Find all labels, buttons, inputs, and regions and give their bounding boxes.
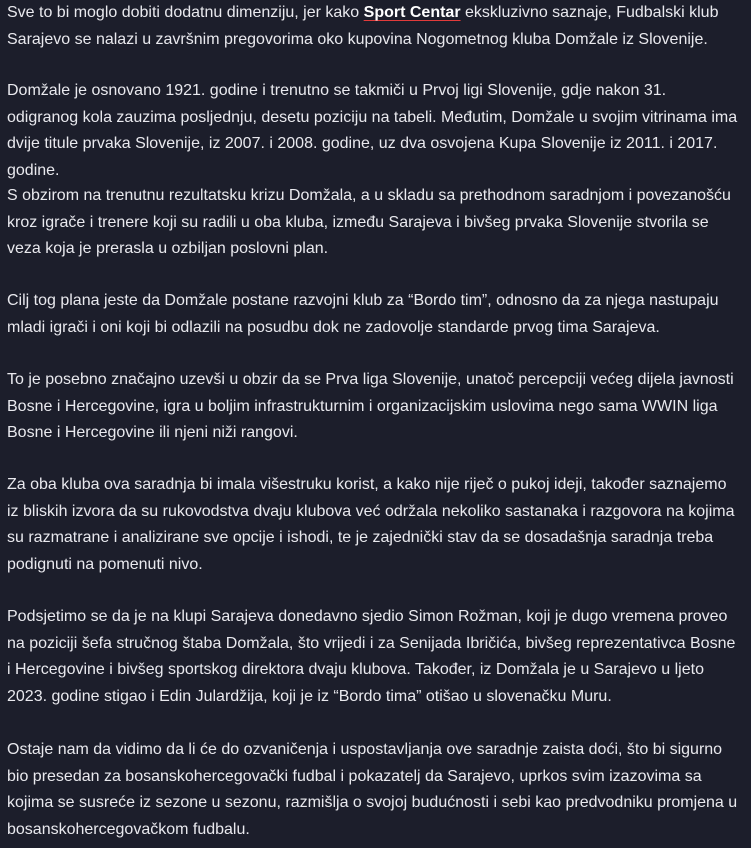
paragraph-5: To je posebno značajno uzevši u obzir da se Prva liga Slovenije, unatoč percepciji većeg dijela javnosti Bosne i Hercegovine, igra u boljim infrastrukturnim i organizacijskim uslovima nego sama WWIN liga Bosne i Hercegovine ili njeni niži rangovi. [7, 371, 734, 441]
paragraph-7: Podsjetimo se da je na klupi Sarajeva donedavno sjedio Simon Rožman, koji je dugo vremena proveo na poziciji šefa stručnog štaba Domžala, što vrijedi i za Senijada Ibričića, bivšeg reprezentativca Bosne i Hercegovine i bivšeg sportskog direktora dvaju klubova. Također, iz Domžala je u Sarajevo u ljeto 2023. godine stigao i Edin Julardžija, koji je iz “Bordo tima” otišao u slovenačku Muru. [7, 608, 736, 705]
paragraph-3: S obzirom na trenutnu rezultatsku krizu Domžala, a u skladu sa prethodnom saradnjom i povezanošću kroz igrače i trenere koji su radili u oba kluba, između Sarajeva i bivšeg prvaka Slovenije stvorila se veza koja je prerasla u ozbiljan poslovni plan. [7, 187, 731, 257]
paragraph-1-rest: ekskluzivno saznaje, Fudbalski klub Sarajevo se nalazi u završnim pregovorima oko kupovina Nogometnog kluba Domžale iz Slovenije. [7, 4, 719, 48]
sport-centar-link[interactable]: Sport Centar [363, 4, 461, 21]
paragraph-1-intro: Sve to bi moglo dobiti dodatnu dimenziju, jer kako [7, 4, 364, 21]
paragraph-4: Cilj tog plana jeste da Domžale postane razvojni klub za “Bordo tim”, odnosno da za njega nastupaju mladi igrači i oni koji bi odlazili na posudbu dok ne zadovolje standarde prvog tima Sarajeva. [7, 292, 719, 336]
paragraph-8: Ostaje nam da vidimo da li će do ozvaničenja i uspostavljanja ove saradnje zaista doći, što bi sigurno bio presedan za bosanskohercegovački fudbal i pokazatelj da Sarajevo, uprkos svim izazovima sa kojima se susreće iz sezone u sezonu, razmišlja o svojoj budućnosti i sebi kao predvodniku promjena u bosanskohercegovačkom fudbalu. [7, 741, 738, 838]
paragraph-6: Za oba kluba ova saradnja bi imala višestruku korist, a kako nije riječ o pukoj ideji, također saznajemo iz bliskih izvora da su rukovodstva dvaju klubova već održala nekoliko sastanaka i razgovora na kojima su razmatrane i analizirane sve opcije i ishodi, te je zajednički stav da se dosadašnja saradnja treba podignuti na pomenuti nivo. [7, 476, 735, 573]
paragraph-2: Domžale je osnovano 1921. godine i trenutno se takmiči u Prvoj ligi Slovenije, gdje nakon 31. odigranog kola zauzima posljednju, desetu poziciju na tabeli. Međutim, Domžale u svojim vitrinama ima dvije titule prvaka Slovenije, iz 2007. i 2008. godine, uz dva osvojena Kupa Slovenije iz 2011. i 2017. godine. [7, 82, 738, 179]
paragraph-1 [7, 0, 741, 53]
